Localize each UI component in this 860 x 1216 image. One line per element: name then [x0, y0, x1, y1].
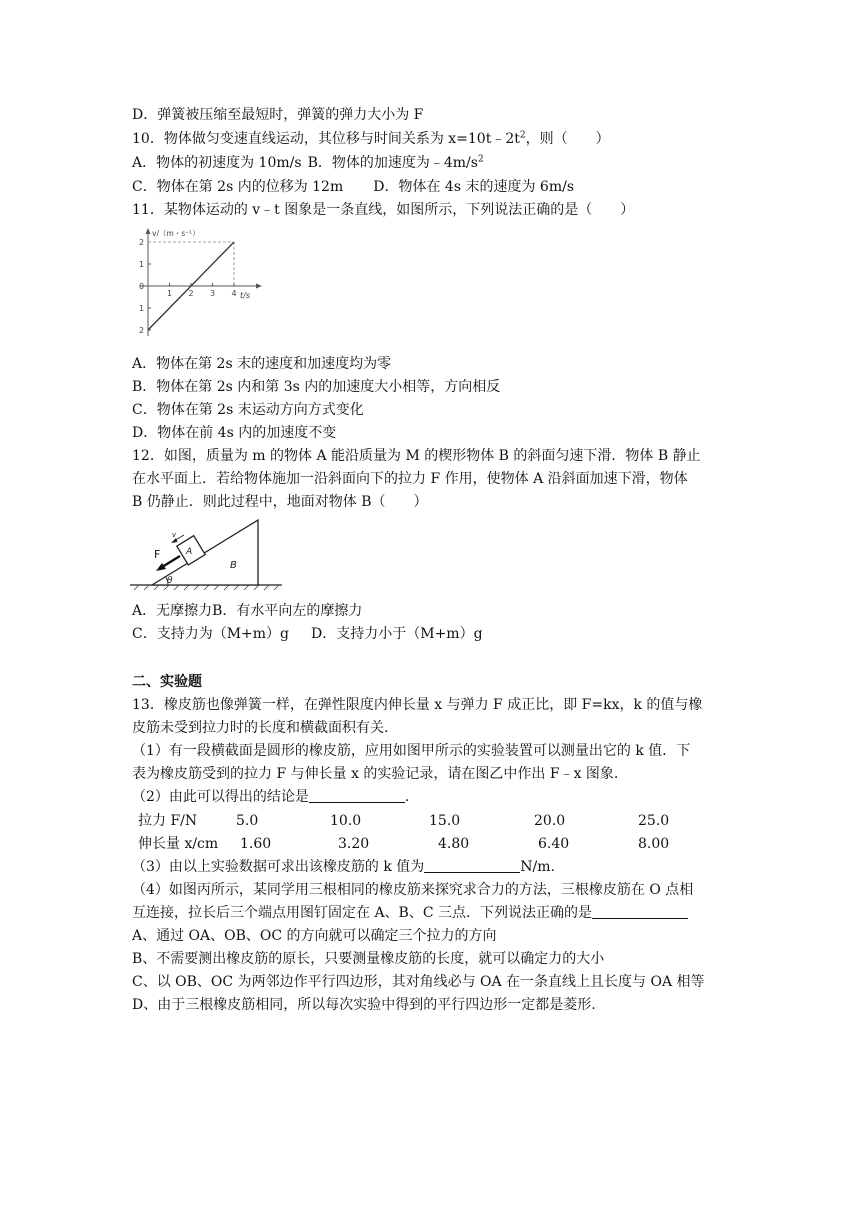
table-row1-header: 拉力 F/N: [138, 813, 198, 829]
q9-option-d: D．弹簧被压缩至最短时，弹簧的弹力大小为 F: [132, 107, 424, 123]
q10-option-b: [308, 155, 484, 171]
q11-option-c: C．物体在第 2s 末运动方向方式变化: [132, 402, 364, 418]
q13-option-a: A、通过 OA、OB、OC 的方向就可以确定三个拉力的方向: [132, 928, 497, 944]
q13-option-b: B、不需要测出橡皮筋的原长，只要测量橡皮筋的长度，就可以确定力的大小: [132, 951, 605, 967]
q11-option-a: A．物体在第 2s 末的速度和加速度均为零: [132, 356, 392, 372]
q10-option-c: C．物体在第 2s 内的位移为 12m: [132, 179, 344, 195]
table-row2-value: 8.00: [638, 836, 670, 852]
q12-options-cd: [132, 625, 483, 643]
q10-option-d: D．物体在 4s 末的速度为 6m/s: [373, 179, 575, 195]
q13-part4-line2: [132, 904, 688, 922]
q12-option-b: B．有水平向左的摩擦力: [212, 603, 363, 619]
vt-x-tick-2: 2: [188, 289, 194, 298]
q12-stem-line3: B 仍静止．则此过程中，地面对物体 B（ ）: [132, 494, 428, 510]
q11-stem: 11．某物体运动的 v﹣t 图象是一条直线，如图所示，下列说法正确的是（ ）: [132, 202, 635, 218]
q13-part3: [132, 858, 555, 876]
table-row2-header: 伸长量 x/cm: [138, 836, 219, 852]
table-row1-value: 25.0: [638, 813, 670, 829]
vt-y-tick-2: 2: [139, 238, 145, 247]
table-row1-value: 5.0: [236, 813, 259, 829]
q10-option-b-superscript: 2: [477, 154, 484, 165]
ground-hatching: [134, 585, 279, 590]
wedge-b-label: B: [230, 560, 237, 571]
vt-y-tick-0: 0: [139, 282, 145, 291]
vt-x-axis-arrow: [256, 284, 262, 289]
table-row1-value: 15.0: [429, 813, 461, 829]
q13-stem-line1: 13．橡皮筋也像弹簧一样，在弹性限度内伸长量 x 与弹力 F 成正比，即 F=kx，k 的值与橡: [132, 697, 703, 713]
incline-figure: [130, 516, 284, 592]
q13-part2: [132, 788, 409, 806]
q12-stem-line1: 12．如图，质量为 m 的物体 A 能沿质量为 M 的楔形物体 B 的斜面匀速下滑．物体 B 静止: [132, 448, 701, 464]
q10-option-b-text: B．物体的加速度为﹣4m/s: [307, 155, 478, 171]
q13-option-c: C、以 OB、OC 为两邻边作平行四边形，其对角线必与 OA 在一条直线上且长度与 OA 相等: [132, 974, 705, 990]
q12-option-d: D．支持力小于（M+m）g: [311, 626, 483, 642]
q13-part3-blank[interactable]: [424, 858, 520, 873]
table-row2-value: 6.40: [538, 836, 570, 852]
table-row1-value: 20.0: [534, 813, 566, 829]
vt-y-tick-neg2: 2: [139, 326, 145, 335]
q11-option-b: B．物体在第 2s 内和第 3s 内的加速度大小相等，方向相反: [132, 379, 501, 395]
vt-y-axis-label: v/（m・s⁻¹）: [152, 229, 200, 238]
vt-y-tick-neg1: 1: [139, 304, 145, 313]
vt-y-axis-arrow: [146, 228, 151, 234]
q11-option-d: D．物体在前 4s 内的加速度不变: [132, 425, 337, 441]
table-row2-value: 4.80: [438, 836, 470, 852]
vt-x-tick-4: 4: [231, 289, 237, 298]
table-row1-value: 10.0: [330, 813, 362, 829]
q13-stem-line2: 皮筋未受到拉力时的长度和横截面积有关.: [132, 720, 389, 736]
table-row2-value: 1.60: [240, 836, 272, 852]
q13-part3-tail: N/m.: [520, 859, 555, 875]
force-f-arrow: [162, 556, 180, 567]
theta-label: θ: [167, 576, 173, 586]
vt-x-tick-1: 1: [167, 289, 173, 298]
force-f-label: F: [154, 548, 161, 561]
q13-part4-blank[interactable]: [592, 904, 688, 919]
q13-part2-text: （2）由此可以得出的结论是: [132, 789, 309, 805]
q12-option-c: C．支持力为（M+m）g: [132, 626, 290, 642]
q10-options-cd: [132, 178, 574, 196]
q10-stem-tail: ，则（ ）: [525, 131, 610, 147]
block-a-label: A: [186, 547, 193, 557]
q13-part2-tail: .: [404, 789, 410, 805]
q13-part1-line1: （1）有一段横截面是圆形的橡皮筋，应用如图甲所示的实验装置可以测量出它的 k 值．下: [132, 743, 691, 759]
q13-part4-line2-text: 互连接，拉长后三个端点用图钉固定在 A、B、C 三点．下列说法正确的是: [132, 905, 593, 921]
velocity-label: v: [172, 531, 177, 539]
vt-y-tick-1: 1: [139, 260, 145, 269]
q12-stem-line2: 在水平面上．若给物体施加一沿斜面向下的拉力 F 作用，使物体 A 沿斜面加速下滑，物体: [132, 471, 688, 487]
table-row2-value: 3.20: [338, 836, 370, 852]
vt-x-axis-label: t/s: [240, 291, 250, 300]
q13-part4-line1: （4）如图丙所示，某同学用三根相同的橡皮筋来探究求合力的方法，三根橡皮筋在 O 点相: [132, 882, 694, 898]
section-title: 二、实验题: [132, 674, 202, 690]
q10-options-ab: [132, 154, 484, 172]
q13-part2-blank[interactable]: [309, 788, 405, 803]
q12-options-ab: [132, 602, 362, 620]
vt-x-tick-3: 3: [210, 289, 216, 298]
q12-option-a: A．无摩擦力: [132, 603, 213, 619]
q13-option-d: D、由于三根橡皮筋相同，所以每次实验中得到的平行四边形一定都是菱形.: [132, 997, 596, 1013]
q10-option-a: A．物体的初速度为 10m/s: [132, 155, 302, 171]
q13-part3-text: （3）由以上实验数据可求出该橡皮筋的 k 值为: [132, 859, 425, 875]
q13-part1-line2: 表为橡皮筋受到的拉力 F 与伸长量 x 的实验记录，请在图乙中作出 F﹣x 图象.: [132, 766, 619, 782]
vt-graph: [136, 226, 268, 338]
q10-stem-text: 10．物体做匀变速直线运动，其位移与时间关系为 x=10t﹣2t: [132, 131, 520, 147]
q10-stem: [132, 130, 610, 148]
q10-stem-superscript: 2: [519, 130, 526, 141]
